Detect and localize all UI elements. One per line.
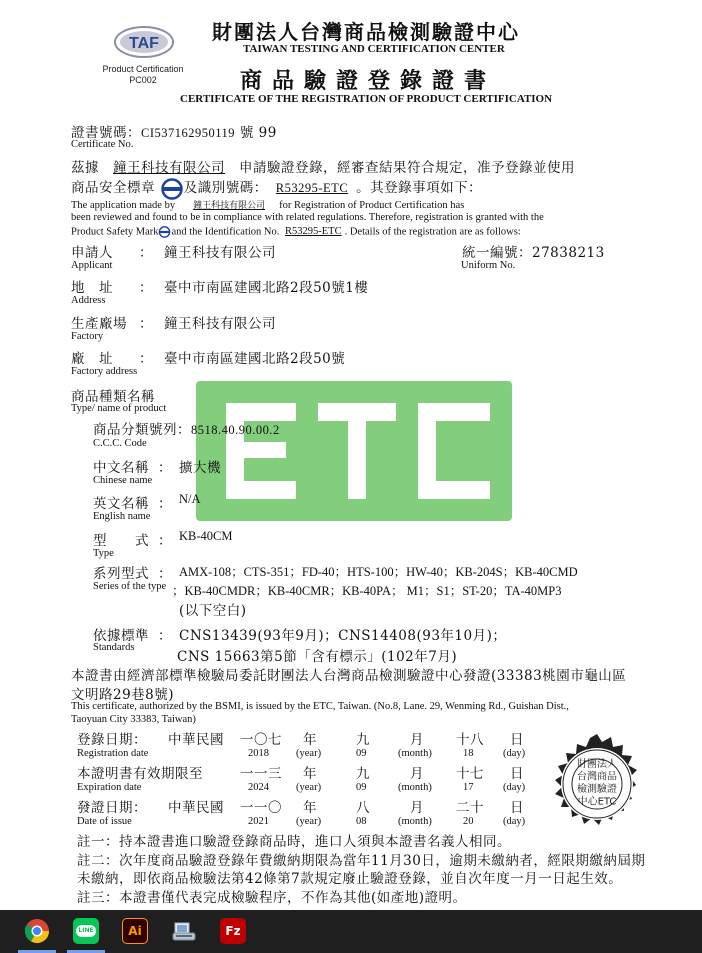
factory-value: 鐘王科技有限公司	[164, 316, 276, 332]
registration-month-zh: 九	[356, 732, 370, 748]
illustrator-icon[interactable]: Ai	[122, 918, 148, 944]
certificate-title-en: CERTIFICATE OF THE REGISTRATION OF PRODUCT CERTIFICATION	[180, 93, 553, 105]
registration-date-label-en: Registration date	[77, 748, 149, 759]
year-label: 年	[303, 732, 317, 748]
ccc-label: 商品分類號列	[93, 422, 177, 438]
chinese-name-label-en: Chinese name	[93, 475, 153, 486]
note-2-line-2: 未繳納，即依商品檢驗法第42條第7款規定廢止驗證登錄，並自次年度一月一日起生效。	[77, 871, 623, 887]
registration-date-label: 登錄日期：	[77, 732, 147, 748]
line-label: LINE	[76, 925, 96, 937]
identification-no: R53295-ETC	[275, 181, 349, 195]
issue-date-label: 發證日期：	[77, 800, 147, 816]
seal-text-line: 台灣商品	[577, 771, 617, 783]
note-2-line-1: 註二：次年度商品驗證登錄年費繳納期限為當年11月30日，逾期未繳納者，經限期繳納屆期	[77, 853, 646, 869]
year-label-en: (year)	[296, 816, 322, 827]
colon: ：	[158, 533, 172, 549]
product-type-label-en: Type/ name of product	[71, 403, 167, 414]
issue-month: 08	[356, 816, 367, 827]
english-name-label-en: English name	[93, 511, 151, 522]
chinese-name-value: 擴大機	[179, 460, 221, 476]
applicant-label: 申請人	[71, 245, 113, 261]
intro-en-3	[71, 226, 521, 238]
expiration-month-zh: 九	[356, 766, 370, 782]
cert-no-line	[71, 121, 277, 141]
address-label-en: Address	[71, 295, 106, 306]
issue-month-zh: 八	[356, 800, 370, 816]
intro-en-text: The application made by	[71, 200, 176, 211]
product-certification-label	[88, 64, 198, 86]
intro-line-1	[71, 156, 575, 176]
intro-text: 及識別號碼：	[183, 180, 268, 196]
expiration-year-zh: 一一三	[240, 766, 282, 782]
address-value: 臺中市南區建國北路2段50號1樓	[164, 280, 369, 296]
expiration-date-label: 本證明書有效期限至	[77, 766, 203, 782]
intro-text: 商品安全標章	[71, 180, 155, 196]
colon: ：	[177, 422, 191, 438]
series-line-3: (以下空白)	[179, 603, 247, 619]
day-label-en: (day)	[503, 816, 526, 827]
issuer-zh-1: 本證書由經濟部標準檢驗局委託財團法人台灣商品檢測驗證中心發證(33383桃園市龜山區	[71, 668, 627, 684]
expiration-day: 17	[463, 782, 474, 793]
colon: ：	[158, 566, 172, 582]
uniform-no: 統一編號：27838213	[462, 245, 605, 261]
uniform-no-en: Uniform No.	[461, 260, 516, 271]
issue-day-zh: 二十	[456, 800, 484, 816]
cert-no-value: CI537162950119	[141, 126, 236, 140]
type-value: KB-40CM	[179, 529, 233, 543]
month-label-en: (month)	[398, 816, 432, 827]
intro-en-2: been reviewed and found to be in compliance with related regulations. Therefore, registration is granted with the	[71, 212, 544, 223]
colon: ：	[139, 351, 153, 367]
standards-label: 依據標準	[93, 628, 149, 644]
intro-text: 申請驗證登錄，經審查結果符合規定，准予登錄並使用	[239, 160, 575, 176]
address-label: 地 址	[71, 280, 113, 296]
cert-no-label-en: Certificate No.	[71, 139, 134, 150]
product-certification-text: Product Certification	[102, 64, 184, 74]
org-name-zh: 財團法人台灣商品檢測驗證中心	[212, 20, 520, 44]
colon: ：	[139, 245, 153, 261]
day-label-en: (day)	[503, 748, 526, 759]
chinese-name-label: 中文名稱	[93, 460, 149, 476]
colon: ：	[158, 496, 172, 512]
issuer-en-2: Taoyuan City 33383, Taiwan)	[71, 714, 196, 725]
ccc-label-en: C.C.C. Code	[93, 438, 147, 449]
colon: ：	[139, 316, 153, 332]
expiration-year: 2024	[248, 782, 269, 793]
chrome-icon[interactable]	[24, 918, 50, 944]
issue-era: 中華民國	[168, 800, 224, 816]
expiration-month: 09	[356, 782, 367, 793]
applicant-value: 鐘王科技有限公司	[164, 245, 276, 261]
intro-text: 茲據	[71, 160, 99, 176]
day-label: 日	[510, 732, 524, 748]
registration-day: 18	[463, 748, 474, 759]
issue-date-label-en: Date of issue	[77, 816, 132, 827]
applicant-label-en: Applicant	[71, 260, 113, 271]
intro-en-text: . Details of the registration are as follows:	[344, 226, 521, 238]
series-line-2: ；KB-40CMDR；KB-40CMR；KB-40PA； M1；S1；ST-20；TA-40MP3	[172, 584, 562, 598]
english-name-value: N/A	[179, 492, 201, 506]
expiration-day-zh: 十七	[456, 766, 484, 782]
issuer-en-1: This certificate, authorized by the BSMI, is issued by the ETC, Taiwan. (No.8, Lane. 29, Wenming Rd., Guishan Dist.,	[71, 701, 569, 712]
type-label-en: Type	[93, 548, 114, 559]
intro-en-text: for Registration of Product Certification has	[279, 200, 465, 211]
factory-address-label: 廠 址	[71, 351, 113, 367]
month-label-en: (month)	[398, 782, 432, 793]
standards-line-2: CNS 15663第5節「含有標示」(102年7月)	[177, 649, 458, 665]
intro-en-company: 鐘王科技有限公司	[193, 201, 266, 211]
seal-text-line: 中心ETC	[577, 796, 617, 808]
colon: ：	[158, 460, 172, 476]
certification-seal-icon	[542, 732, 652, 842]
note-3: 註三：本證書僅代表完成檢驗程序，不作為其他(如產地)證明。	[77, 890, 467, 906]
factory-label: 生產廠場	[71, 316, 127, 332]
certificate-title-zh: 商品驗證登錄證書	[240, 68, 497, 94]
registration-year-zh: 一〇七	[240, 732, 282, 748]
filezilla-icon[interactable]: Fz	[220, 918, 246, 944]
product-safety-mark-icon	[160, 178, 184, 200]
factory-label-en: Factory	[71, 331, 104, 342]
intro-line-2	[71, 176, 482, 200]
english-name-label: 英文名稱	[93, 496, 149, 512]
seal-text-line: 檢測驗證	[577, 784, 617, 795]
taskbar	[0, 910, 702, 953]
colon: ：	[158, 628, 172, 644]
year-label-en: (year)	[296, 748, 322, 759]
cert-no-suffix: 號 99	[235, 125, 277, 141]
standards-label-en: Standards	[93, 642, 135, 653]
intro-en-1	[71, 198, 464, 211]
year-label: 年	[303, 800, 317, 816]
colon: ：	[139, 280, 153, 296]
factory-address-value: 臺中市南區建國北路2段50號	[164, 351, 346, 367]
issue-year-zh: 一一〇	[240, 800, 282, 816]
cert-no-label: 證書號碼：	[71, 125, 141, 141]
product-safety-mark-icon	[158, 226, 171, 238]
day-label: 日	[510, 766, 524, 782]
etc-watermark	[196, 381, 512, 521]
ccc-value: 8518.40.90.00.2	[191, 423, 280, 437]
svg-text:TAF: TAF	[129, 35, 159, 52]
year-label-en: (year)	[296, 782, 322, 793]
day-label-en: (day)	[503, 782, 526, 793]
pc-code: PC002	[129, 75, 157, 85]
issue-day: 20	[463, 816, 474, 827]
product-type-label: 商品種類名稱	[71, 389, 155, 405]
intro-en-text: and the Identification No.	[171, 226, 280, 238]
factory-address-label-en: Factory address	[71, 366, 138, 377]
series-label-en: Series of the type	[93, 581, 167, 592]
scanner-icon[interactable]	[171, 918, 197, 944]
type-label: 型 式	[93, 533, 149, 549]
registration-year: 2018	[248, 748, 269, 759]
month-label-en: (month)	[398, 748, 432, 759]
registration-month: 09	[356, 748, 367, 759]
seal-text-line: 財團法人	[577, 759, 617, 770]
year-label: 年	[303, 766, 317, 782]
intro-company: 鐘王科技有限公司	[113, 160, 225, 176]
issuer-zh-2: 文明路29巷8號)	[71, 687, 175, 703]
expiration-date-label-en: Expiration date	[77, 782, 142, 793]
standards-line-1: CNS13439(93年9月)；CNS14408(93年10月)；	[179, 628, 507, 644]
intro-en-text: Product Safety Mark	[71, 226, 159, 238]
taf-logo	[113, 24, 175, 60]
month-label: 月	[410, 766, 424, 782]
series-label: 系列型式	[93, 566, 149, 582]
day-label: 日	[510, 800, 524, 816]
issue-year: 2021	[248, 816, 269, 827]
ccc-line	[93, 418, 280, 438]
month-label: 月	[410, 800, 424, 816]
series-line-1: AMX-108；CTS-351；FD-40；HTS-100；HW-40；KB-204S；KB-40CMD	[179, 565, 578, 579]
registration-day-zh: 十八	[456, 732, 484, 748]
line-icon[interactable]	[73, 918, 99, 944]
intro-text: 。其登錄事項如下：	[356, 180, 483, 196]
month-label: 月	[410, 732, 424, 748]
org-name-en: TAIWAN TESTING AND CERTIFICATION CENTER	[243, 43, 505, 55]
note-1: 註一：持本證書進口驗證登錄商品時，進口人須與本證書名義人相同。	[77, 834, 511, 850]
intro-en-id: R53295-ETC	[285, 226, 342, 238]
registration-era: 中華民國	[168, 732, 224, 748]
